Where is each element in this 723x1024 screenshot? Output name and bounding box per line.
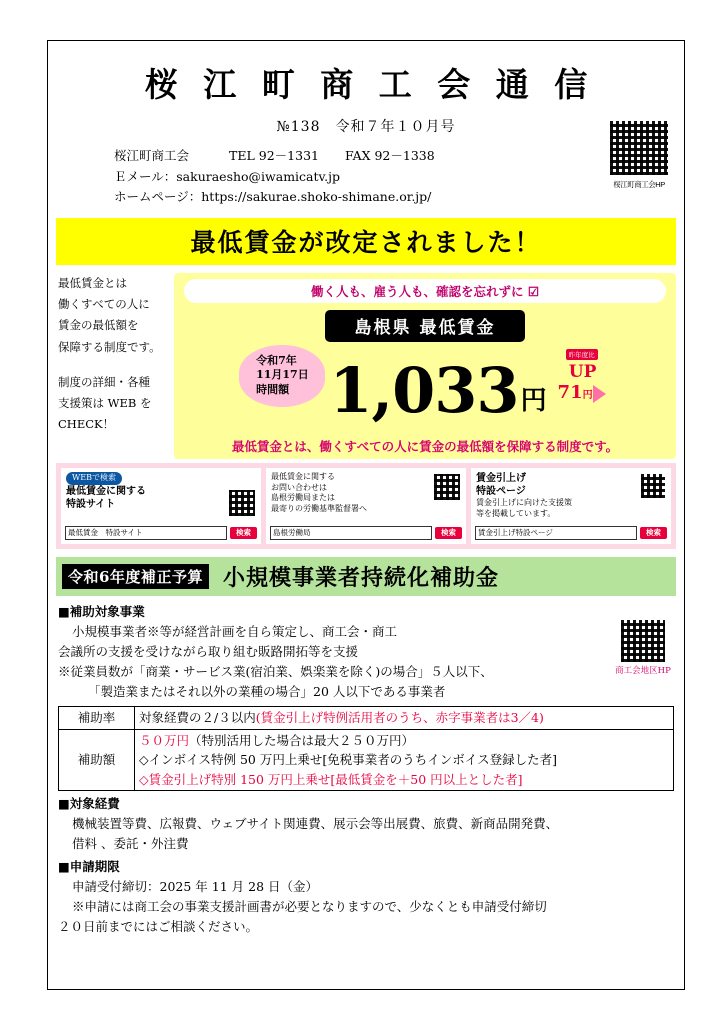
amount-value bbox=[135, 729, 674, 790]
wage-footer-text: 最低賃金とは、働くすべての人に賃金の最低額を保障する制度です。 bbox=[231, 438, 619, 454]
issue-number: №138 令和７年１０月号 bbox=[276, 119, 456, 135]
header-qr-block bbox=[608, 119, 670, 190]
deadline-paragraph-3: ２０日前までにはご相談ください。 bbox=[58, 919, 259, 934]
info-card-contact[interactable] bbox=[266, 468, 466, 544]
target-note-1: ※従業員数が「商業・サービス業(宿泊業、娯楽業を除く)の場合」５人以下、 bbox=[58, 663, 493, 679]
rate-label: 補助率 bbox=[59, 706, 135, 729]
search-bar[interactable] bbox=[270, 526, 462, 540]
wage-up-word: UP bbox=[568, 361, 597, 382]
search-input[interactable]: 賃金引上げ特設ページ bbox=[475, 526, 637, 540]
minimum-wage-section bbox=[56, 273, 676, 459]
deadline-paragraph-1: 申請受付締切：2025 年 11 月 28 日（金） bbox=[72, 879, 318, 894]
section-heading-deadline: ■申請期限 bbox=[58, 859, 120, 874]
wage-side-note bbox=[56, 273, 174, 459]
wage-side-note-1: 最低賃金とは 働くすべての人に 賃金の最低額を 保障する制度です。 bbox=[58, 275, 161, 354]
info-card-contact-lines: 最低賃金に関する お問い合わせは 島根労働局または 最寄りの労働基準監督署へ bbox=[271, 471, 367, 514]
shoko-qr-caption: 商工会地区HP bbox=[615, 665, 671, 676]
info-card-website[interactable] bbox=[61, 468, 261, 544]
subsidy-banner-title: 小規模事業者持続化補助金 bbox=[222, 564, 499, 591]
wage-info-cards bbox=[56, 463, 676, 549]
arrow-up-icon bbox=[593, 385, 606, 403]
wage-currency-unit: 円 bbox=[520, 385, 547, 416]
info-card-wage-increase-lines: 賃金引上げに向けた支援策 等を掲載しています。 bbox=[476, 497, 572, 518]
amount-value-main: ５０万円 bbox=[139, 732, 190, 748]
search-button[interactable]: 検索 bbox=[230, 527, 257, 539]
org-name: 桜江町商工会 bbox=[114, 148, 190, 163]
wage-side-note-2: 制度の詳細・各種 支援策は WEB を CHECK！ bbox=[58, 374, 152, 432]
search-bar[interactable] bbox=[65, 526, 257, 540]
search-button[interactable]: 検索 bbox=[435, 527, 462, 539]
contact-line-phone bbox=[114, 146, 684, 167]
info-card-wage-increase[interactable] bbox=[471, 468, 671, 544]
web-search-badge: WEBで検索 bbox=[66, 472, 122, 485]
qr-code-icon[interactable] bbox=[227, 488, 257, 518]
amount-line-1 bbox=[139, 731, 669, 750]
deadline-paragraph-2: ※申請には商工会の事業支援計画書が必要となりますので、少なくとも申請受付締切 bbox=[72, 899, 547, 914]
table-row bbox=[59, 729, 674, 790]
wage-date-badge: 令和7年 11月17日 時間額 bbox=[239, 345, 325, 407]
shoko-qr-block bbox=[612, 618, 674, 679]
expense-paragraph-2: 借料 、委託・外注費 bbox=[72, 836, 189, 851]
page-title: 桜 江 町 商 工 会 通 信 bbox=[144, 65, 595, 104]
rate-value-note: (賃金引上げ特例活用者のうち、赤字事業者は3／4) bbox=[255, 709, 544, 725]
search-bar[interactable] bbox=[475, 526, 667, 540]
qr-code-icon[interactable] bbox=[619, 618, 667, 664]
wage-poster bbox=[174, 273, 676, 459]
target-paragraph-1: 小規模事業者※等が経営計画を自ら策定し、商工会・商工 bbox=[72, 623, 398, 639]
qr-caption: 桜江町商工会HP bbox=[613, 180, 665, 189]
search-input[interactable]: 島根労働局 bbox=[270, 526, 432, 540]
qr-code-icon[interactable] bbox=[432, 472, 462, 502]
subsidy-banner bbox=[56, 557, 676, 596]
amount-line-3: ◇賃金引上げ特別 150 万円上乗せ[最低賃金を＋50 円以上とした者] bbox=[139, 771, 523, 787]
expense-paragraph-1: 機械装置等費、広報費、ウェブサイト関連費、展示会等出展費、旅費、新商品開発費、 bbox=[72, 816, 559, 831]
wage-amount-row bbox=[174, 344, 676, 427]
wage-increase-block bbox=[553, 344, 611, 403]
qr-code-icon[interactable] bbox=[639, 472, 667, 500]
table-row bbox=[59, 706, 674, 729]
info-card-website-title: 最低賃金に関する 特設サイト bbox=[66, 485, 146, 510]
target-paragraph-2: 会議所の支援を受けながら取り組む販路開拓等を支援 bbox=[58, 643, 359, 659]
section-heading-target: ■補助対象事業 bbox=[58, 603, 145, 619]
section-heading-expenses: ■対象経費 bbox=[58, 796, 120, 811]
newsletter-page bbox=[47, 40, 685, 990]
contact-line-web[interactable]: ホームページ：https://sakurae.shoko-shimane.or.jp/ bbox=[114, 189, 432, 205]
qr-code-icon[interactable] bbox=[608, 119, 670, 177]
rate-value bbox=[135, 706, 674, 729]
wage-strip-text: 働く人も、雇う人も、確認を忘れずに ☑ bbox=[184, 279, 666, 303]
subsidy-banner-budget: 令和6年度補正予算 bbox=[62, 564, 209, 589]
rate-value-main: 対象経費の２/３以内 bbox=[139, 709, 256, 725]
wage-up-amount-unit: 円 bbox=[582, 389, 593, 401]
wage-up-small-label: 昨年度比 bbox=[566, 349, 598, 360]
contact-block bbox=[48, 146, 684, 208]
search-button[interactable]: 検索 bbox=[640, 527, 667, 539]
contact-line-email: Ｅメール：sakuraesho@iwamicatv.jp bbox=[114, 168, 340, 184]
headline-banner: 最低賃金が改定されました！ bbox=[56, 218, 676, 265]
amount-label: 補助額 bbox=[59, 729, 135, 790]
wage-up-amount-row bbox=[553, 382, 611, 403]
info-card-wage-increase-title: 賃金引上げ 特設ページ bbox=[476, 472, 526, 497]
tel-number: TEL 92－1331 bbox=[229, 148, 319, 163]
subsidy-body bbox=[58, 602, 674, 937]
wage-up-amount: 71 bbox=[557, 381, 583, 403]
amount-line-2: ◇インボイス特例 50 万円上乗せ[免税事業者のうちインボイス登録した者] bbox=[139, 752, 557, 768]
wage-prefecture-label: 島根県 最低賃金 bbox=[325, 310, 525, 342]
amount-value-note: （特別活用した場合は最大２５０万円） bbox=[189, 732, 415, 748]
subsidy-rate-table bbox=[58, 706, 674, 791]
masthead bbox=[48, 41, 684, 208]
wage-amount: 1,033 bbox=[329, 353, 519, 427]
search-input[interactable]: 最低賃金 特設サイト bbox=[65, 526, 227, 540]
fax-number: FAX 92－1338 bbox=[344, 148, 435, 163]
wage-up-top bbox=[553, 344, 611, 382]
target-note-2: 「製造業またはそれ以外の業種の場合」20 人以下である事業者 bbox=[88, 683, 446, 699]
